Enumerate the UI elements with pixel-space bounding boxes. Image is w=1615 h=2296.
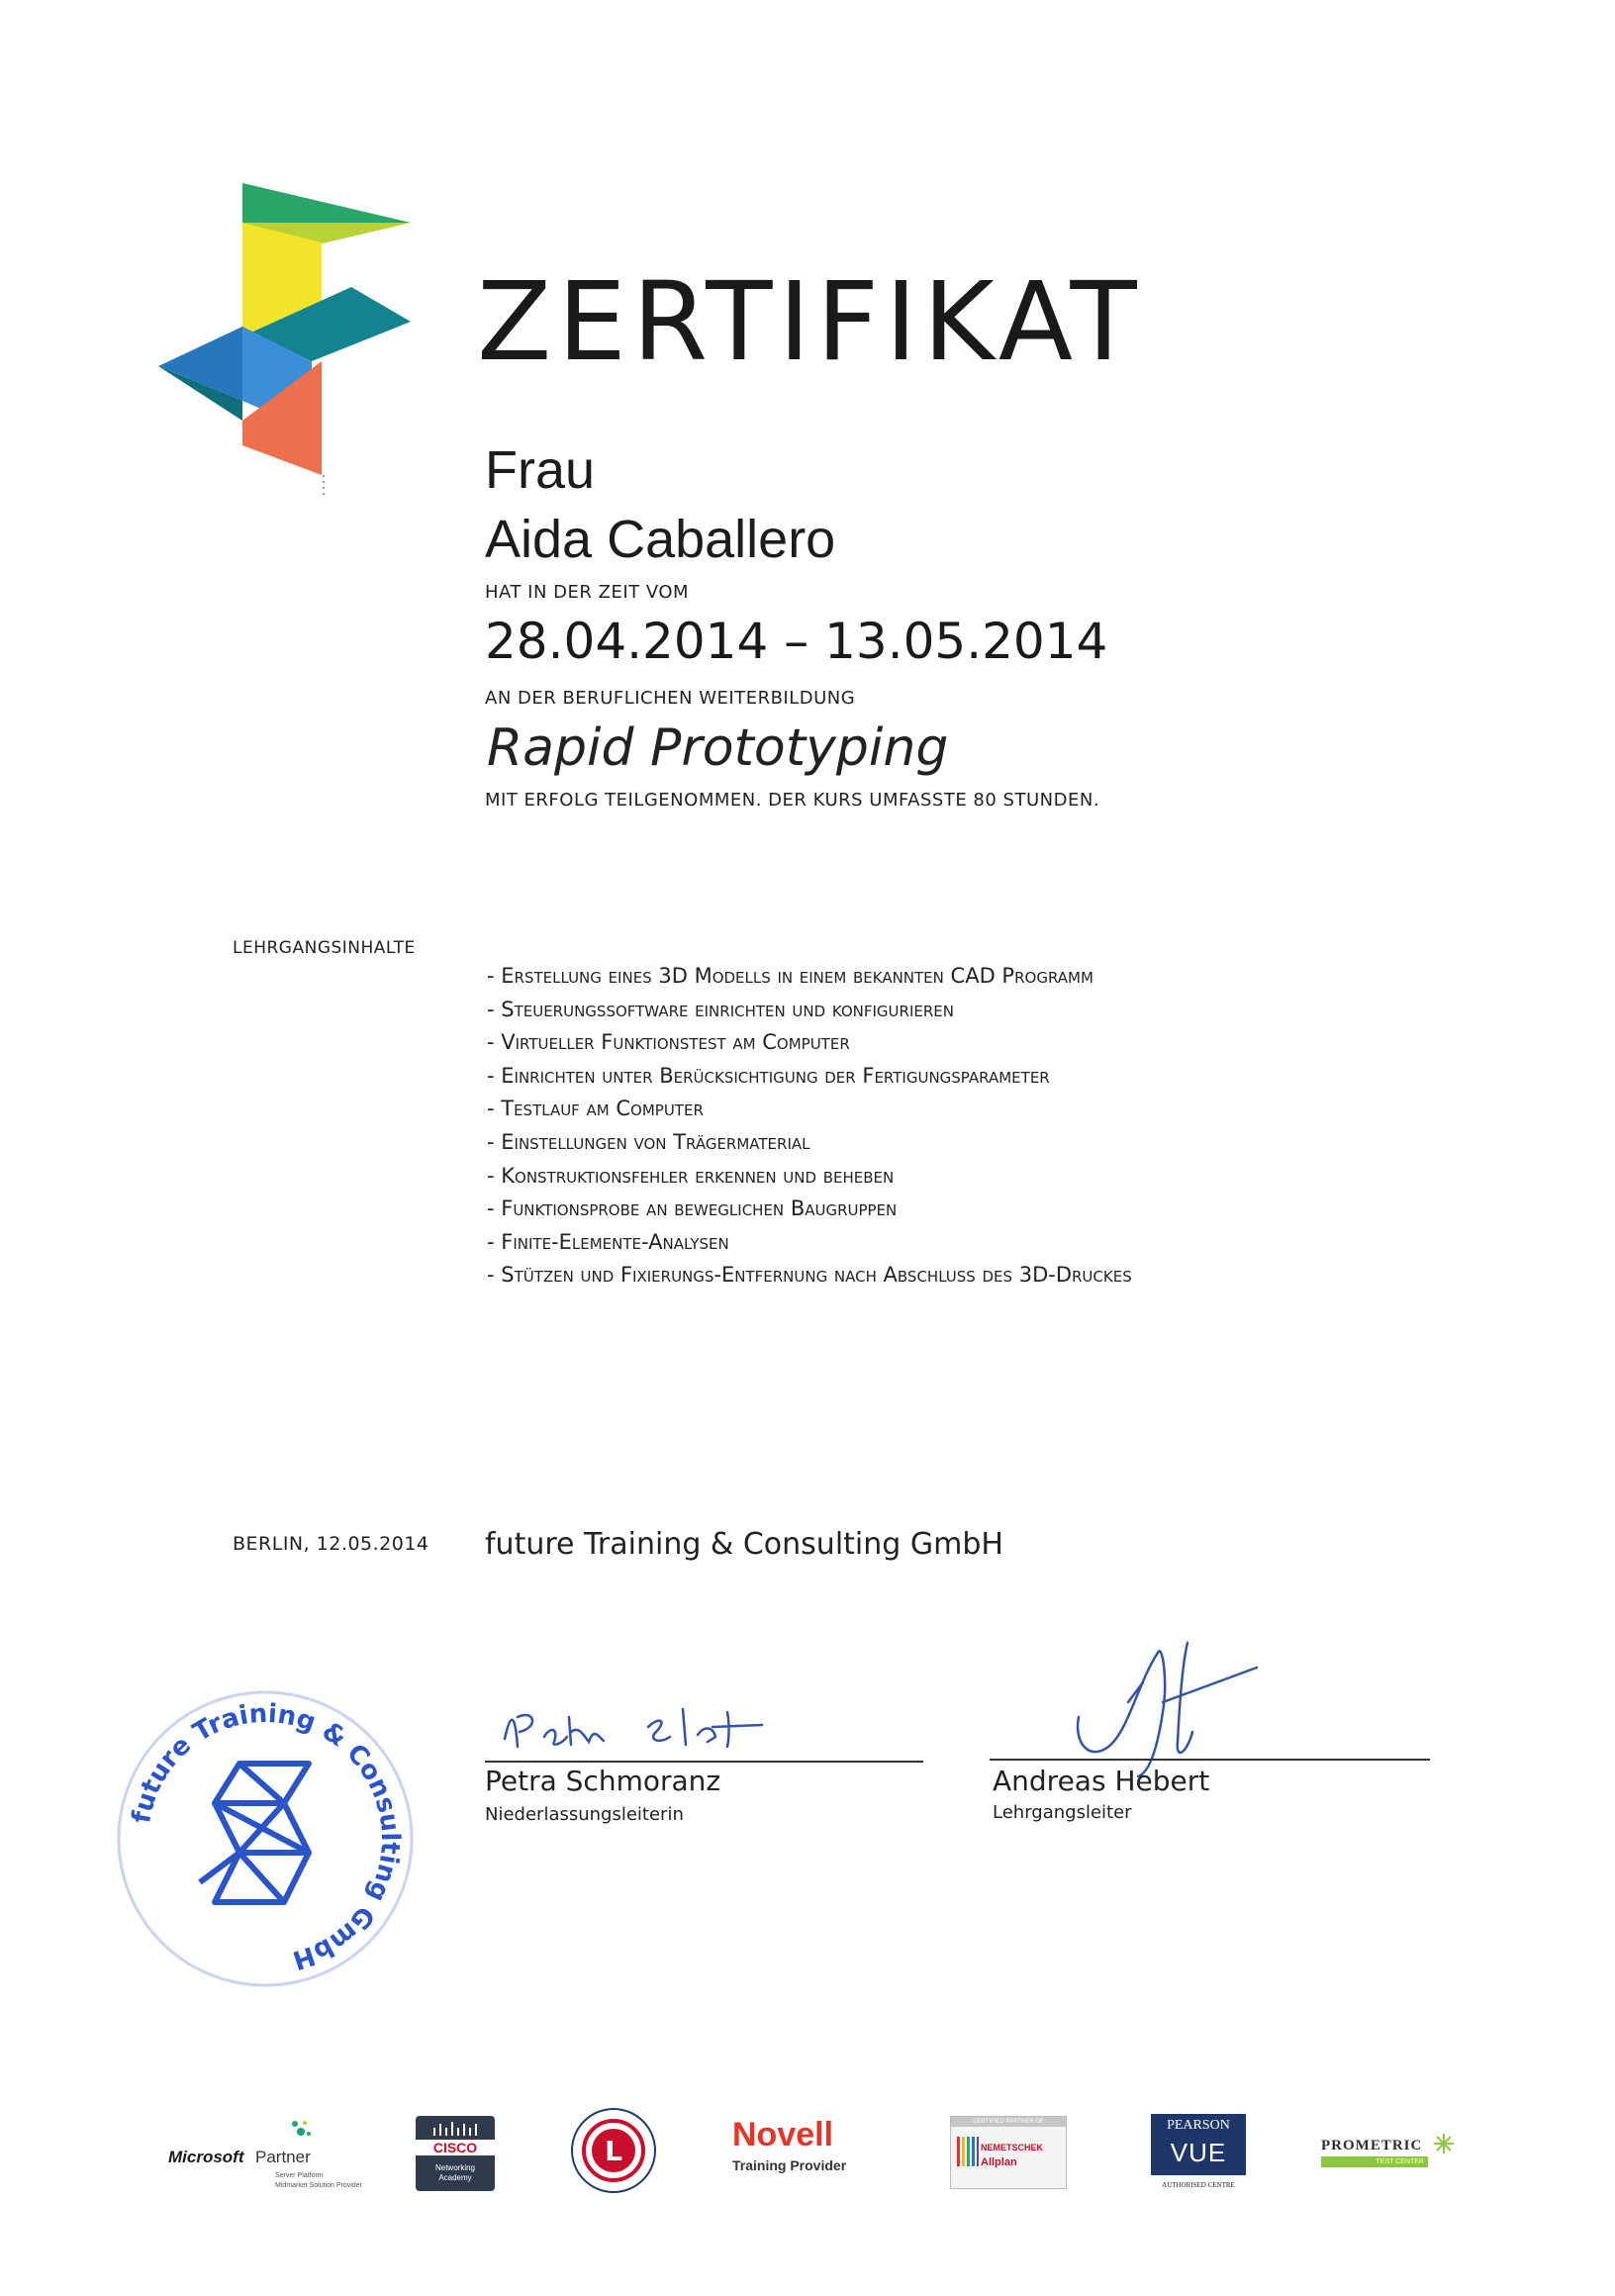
- signatory-1-role: Niederlassungsleiterin: [485, 1804, 684, 1825]
- contents-label: LEHRGANGSINHALTE: [233, 938, 416, 958]
- signatory-2-name: Andreas Hebert: [993, 1765, 1210, 1797]
- signature-line-1: [485, 1761, 923, 1763]
- microsoft-line2: Midmarket Solution Provider: [275, 2182, 362, 2189]
- list-item: - Steuerungssoftware einrichten und konfigurieren: [487, 997, 954, 1021]
- nemetschek-allplan-logo: [950, 2116, 1067, 2189]
- stamp-text: future Training & Consulting GmbH: [127, 1698, 406, 1975]
- pearson-vue-logo: [1151, 2114, 1246, 2193]
- company-stamp: [111, 1684, 420, 1993]
- lpi-logo: [569, 2106, 658, 2195]
- nemetschek-top: CERTIFIED PARTNER OF: [951, 2117, 1066, 2127]
- signatory-2-role: Lehrgangsleiter: [993, 1802, 1132, 1823]
- list-item: - Virtueller Funktionstest am Computer: [487, 1030, 850, 1055]
- course-label: AN DER BERUFLICHEN WEITERBILDUNG: [485, 688, 856, 709]
- pearson-vue-mark: VUE: [1170, 2138, 1227, 2167]
- nemetschek-brand: NEMETSCHEK: [981, 2143, 1044, 2152]
- company-name: future Training & Consulting GmbH: [485, 1527, 1003, 1562]
- list-item: - Finite-Elemente-Analysen: [487, 1229, 729, 1254]
- list-item: - Stützen und Fixierungs-Entfernung nach Abschluss des 3D-Druckes: [487, 1263, 1132, 1288]
- prometric-logo: [1321, 2138, 1460, 2177]
- cisco-bars-icon: [431, 2122, 479, 2136]
- prometric-spark-icon: [1434, 2134, 1454, 2153]
- prometric-brand: PROMETRIC: [1321, 2138, 1423, 2153]
- signature-line-2: [990, 1759, 1430, 1761]
- place-date: BERLIN, 12.05.2014: [233, 1533, 429, 1555]
- cisco-brand: CISCO: [416, 2140, 495, 2155]
- list-item: - Einstellungen von Trägermaterial: [487, 1129, 810, 1154]
- salutation: Frau: [485, 440, 596, 500]
- stamp-logo-icon: [200, 1764, 309, 1902]
- signature-petra: [500, 1697, 816, 1767]
- lpi-letter: L: [605, 2135, 622, 2167]
- person-name: Aida Caballero: [485, 510, 836, 569]
- nemetschek-bars-icon: [957, 2137, 979, 2166]
- logo-green-triangle: [242, 183, 411, 223]
- certificate-logo: [153, 178, 411, 495]
- list-item: - Testlauf am Computer: [487, 1097, 704, 1121]
- cisco-line2: Academy: [438, 2173, 472, 2182]
- course-period: 28.04.2014 – 13.05.2014: [485, 613, 1108, 670]
- list-item: - Konstruktionsfehler erkennen und beheben: [487, 1163, 895, 1188]
- prometric-test-center: TEST CENTER: [1321, 2156, 1428, 2167]
- list-item: - Funktionsprobe an beweglichen Baugruppen: [487, 1196, 898, 1221]
- contents-list: [487, 960, 1132, 1292]
- period-label: HAT IN DER ZEIT VOM: [485, 582, 690, 603]
- microsoft-brand: Microsoft: [168, 2148, 244, 2166]
- microsoft-partner-word: Partner: [255, 2148, 311, 2166]
- signatory-1-name: Petra Schmoranz: [485, 1765, 721, 1797]
- pearson-brand: PEARSON: [1167, 2118, 1230, 2133]
- completion-text: MIT ERFOLG TEILGENOMMEN. DER KURS UMFASSTE 80 STUNDEN.: [485, 790, 1100, 811]
- novell-brand: Novell: [732, 2116, 834, 2153]
- course-name: Rapid Prototyping: [487, 718, 949, 778]
- certificate-title: ZERTIFIKAT: [477, 258, 1143, 385]
- pearson-authorised: AUTHORISED CENTRE: [1162, 2181, 1235, 2189]
- novell-training-provider: Training Provider: [732, 2157, 847, 2173]
- list-item: - Einrichten unter Berücksichtigung der Fertigungsparameter: [487, 1063, 1050, 1088]
- list-item: - Erstellung eines 3D Modells in einem bekannten CAD Programm: [487, 964, 1093, 988]
- signature-andreas: [1069, 1623, 1267, 1781]
- microsoft-line1: Server Platform: [275, 2172, 324, 2179]
- novell-logo: [732, 2118, 871, 2187]
- microsoft-partner-logo: [168, 2118, 396, 2197]
- cisco-logo: [416, 2116, 495, 2191]
- cisco-line1: Networking: [434, 2163, 475, 2172]
- nemetschek-product: Allplan: [981, 2156, 1017, 2168]
- microsoft-partner-icon: [289, 2118, 313, 2142]
